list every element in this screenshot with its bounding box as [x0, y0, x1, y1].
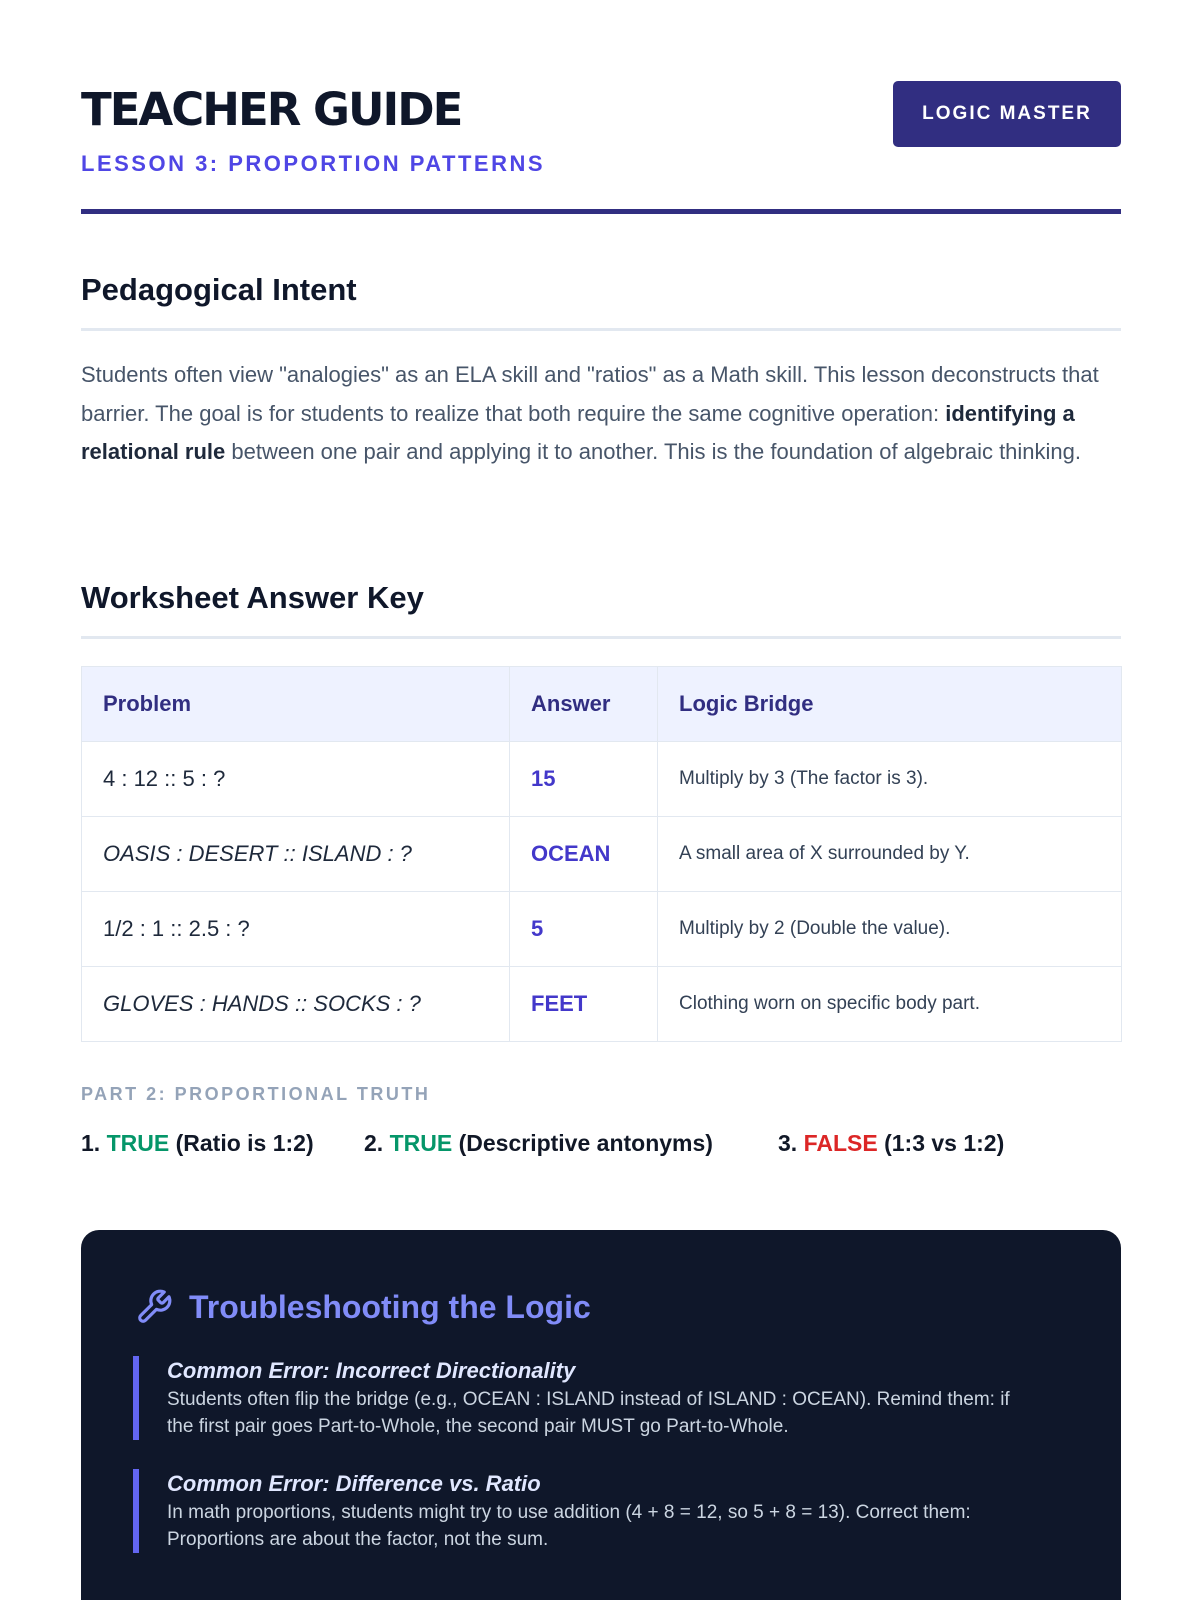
column-header-problem: Problem — [82, 667, 510, 742]
truth-verdict: FALSE — [803, 1130, 878, 1156]
problem-cell: GLOVES : HANDS :: SOCKS : ? — [82, 967, 510, 1042]
page-title: TEACHER GUIDE — [81, 83, 462, 136]
problem-cell: 4 : 12 :: 5 : ? — [82, 742, 510, 817]
troubleshooting-panel — [81, 1230, 1121, 1600]
proportional-truth-answers — [81, 1130, 1121, 1162]
part2-label: PART 2: PROPORTIONAL TRUTH — [81, 1084, 431, 1104]
truth-number: 1. — [81, 1130, 101, 1156]
common-error-callout — [133, 1469, 1033, 1553]
truth-note: (Descriptive antonyms) — [458, 1130, 713, 1156]
table-row — [82, 892, 1122, 967]
intent-text-bold: identifying a relational rule — [81, 400, 1075, 464]
truth-item-2 — [364, 1130, 713, 1157]
column-header-answer: Answer — [510, 667, 658, 742]
answer-key-table — [81, 666, 1122, 1042]
answer-cell: FEET — [510, 967, 658, 1042]
truth-item-3 — [778, 1130, 1004, 1157]
problem-cell: 1/2 : 1 :: 2.5 : ? — [82, 892, 510, 967]
troubleshooting-title: Troubleshooting the Logic — [189, 1288, 591, 1325]
truth-note: (1:3 vs 1:2) — [884, 1130, 1005, 1156]
error-body: In math proportions, students might try to use addition (4 + 8 = 12, so 5 + 8 = 13). Correct them: Proportions are about the factor, not the sum. — [167, 1502, 971, 1550]
truth-number: 2. — [364, 1130, 384, 1156]
answer-key-heading: Worksheet Answer Key — [81, 578, 1121, 639]
troubleshooting-header — [135, 1288, 591, 1326]
wrench-icon — [135, 1288, 173, 1326]
truth-verdict: TRUE — [389, 1130, 453, 1156]
table-row — [82, 817, 1122, 892]
logic-bridge-cell: Clothing worn on specific body part. — [658, 967, 1122, 1042]
intent-text-after: between one pair and applying it to another. This is the foundation of algebraic thinking. — [225, 439, 1082, 464]
common-error-callout — [133, 1356, 1033, 1440]
truth-item-1 — [81, 1130, 314, 1157]
table-header-row — [82, 667, 1122, 742]
error-body: Students often flip the bridge (e.g., OCEAN : ISLAND instead of ISLAND : OCEAN). Remind them: if the first pair goes Part-to-Whole, the second pair MUST go Part-to-Whole. — [167, 1389, 1010, 1437]
answer-cell: 5 — [510, 892, 658, 967]
error-title: Common Error: Incorrect Directionality — [167, 1358, 576, 1383]
error-title: Common Error: Difference vs. Ratio — [167, 1471, 541, 1496]
truth-note: (Ratio is 1:2) — [175, 1130, 314, 1156]
logic-bridge-cell: Multiply by 2 (Double the value). — [658, 892, 1122, 967]
column-header-logic-bridge: Logic Bridge — [658, 667, 1122, 742]
pedagogical-intent-text — [81, 356, 1121, 472]
answer-cell: OCEAN — [510, 817, 658, 892]
answer-cell: 15 — [510, 742, 658, 817]
table-row — [82, 742, 1122, 817]
page-header — [81, 0, 1121, 214]
teacher-guide-page — [81, 0, 1121, 1550]
lesson-subtitle: LESSON 3: PROPORTION PATTERNS — [81, 151, 546, 176]
intent-text-before: Students often view "analogies" as an ELA skill and "ratios" as a Math skill. This lesson deconstructs that barrier. The goal is for students to realize that both require the same cognitive operation: — [81, 362, 1099, 426]
logic-bridge-cell: Multiply by 3 (The factor is 3). — [658, 742, 1122, 817]
logic-master-badge: LOGIC MASTER — [893, 81, 1121, 147]
table-row — [82, 967, 1122, 1042]
logic-bridge-cell: A small area of X surrounded by Y. — [658, 817, 1122, 892]
problem-cell: OASIS : DESERT :: ISLAND : ? — [82, 817, 510, 892]
truth-number: 3. — [778, 1130, 798, 1156]
pedagogical-intent-heading: Pedagogical Intent — [81, 270, 1121, 331]
truth-verdict: TRUE — [106, 1130, 170, 1156]
